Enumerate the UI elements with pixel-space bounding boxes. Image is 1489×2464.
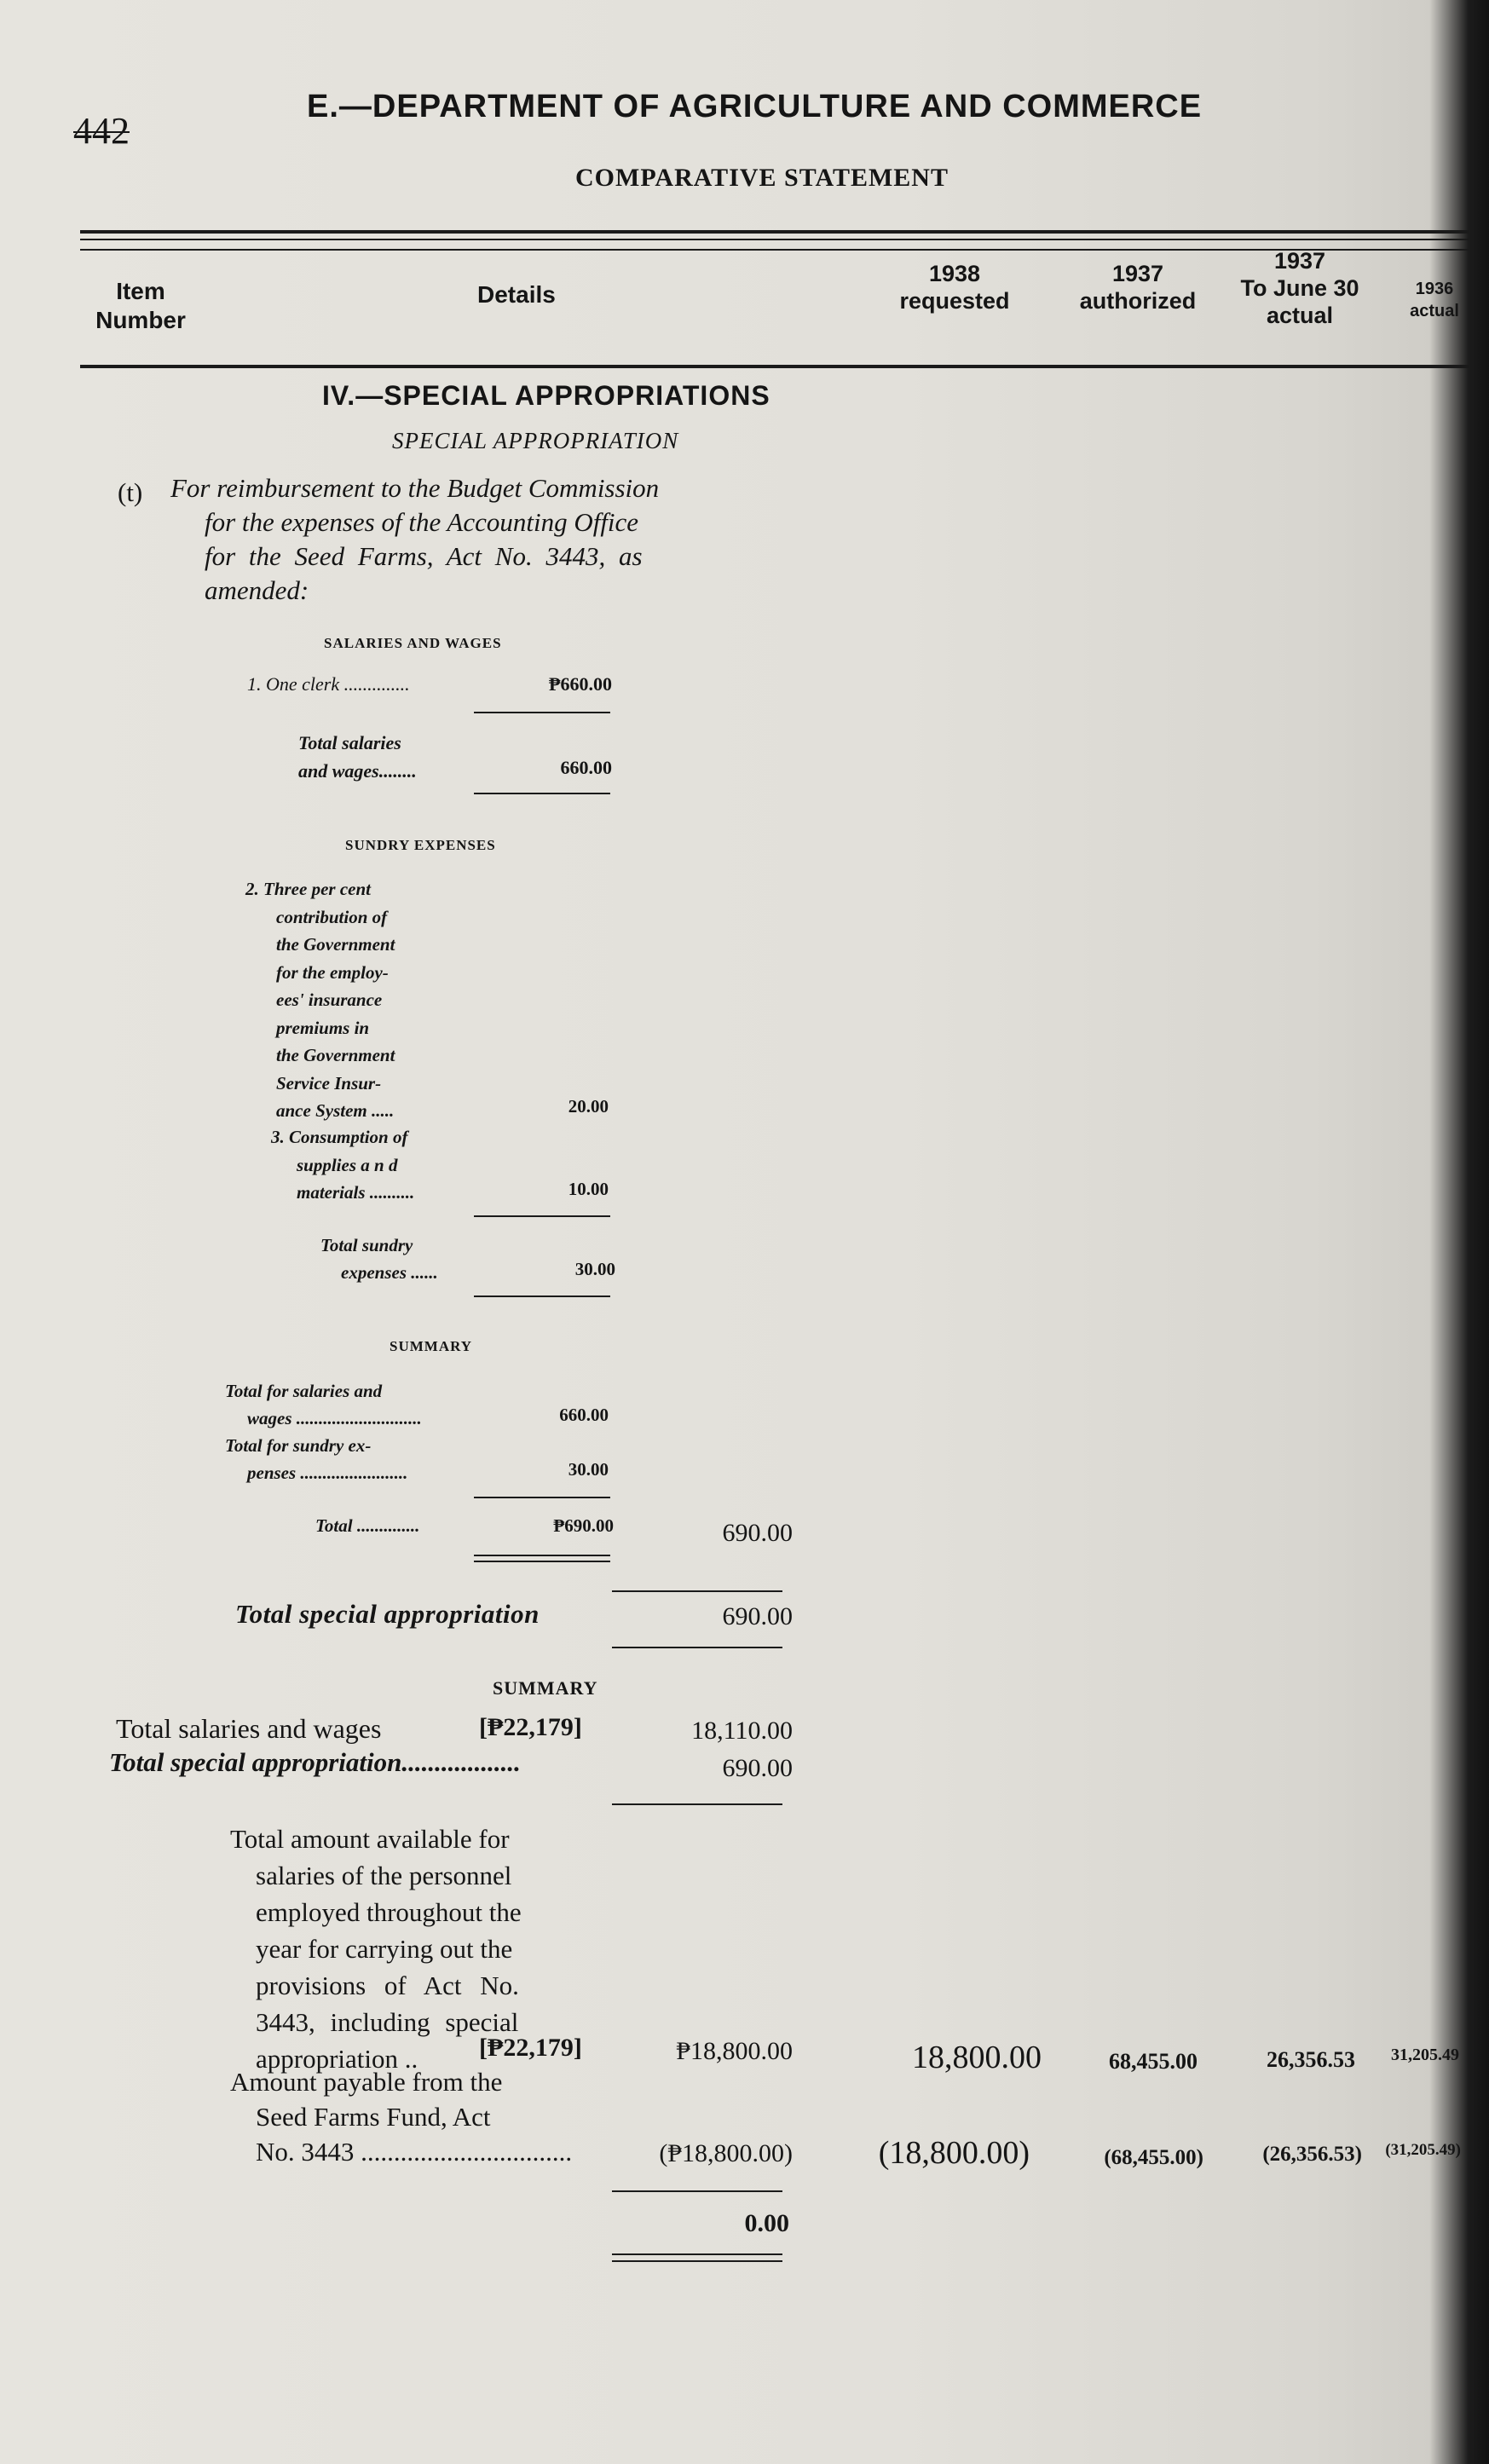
sundry-item2-line: Service Insur- [276, 1072, 382, 1094]
column-header-item-number-line2: Number [95, 307, 186, 333]
column-header-1937b-label2: actual [1266, 303, 1334, 328]
available-line: salaries of the personnel [256, 1861, 512, 1890]
inner-summary-heading: SUMMARY [390, 1338, 473, 1354]
header-rule-top [80, 230, 1469, 234]
available-bracket: [₱22,179] [479, 2034, 582, 2062]
salaries-total-rule [474, 793, 610, 794]
column-header-1937a-label: authorized [1079, 288, 1197, 314]
final-top-rule [612, 2190, 782, 2192]
summary-special-value: 690.00 [722, 1754, 793, 1782]
sundry-item3-line: 3. Consumption of [271, 1127, 408, 1147]
inner-summary-line1-text: wages ............................ [247, 1408, 422, 1428]
salaries-total-label [298, 729, 417, 785]
item-t-line: amended: [205, 575, 309, 605]
inner-summary-total-value: ₱690.00 [553, 1515, 614, 1536]
payable-line: Amount payable from the [230, 2067, 503, 2097]
column-header-1937b-year: 1937 [1273, 248, 1326, 274]
inner-summary-line2 [225, 1432, 407, 1486]
column-header-1936 [1405, 278, 1464, 322]
inner-summary-double-rule-1 [474, 1555, 610, 1556]
inner-summary-rule [474, 1497, 610, 1498]
sundry-item2-line: premiums in [276, 1017, 370, 1038]
column-header-item-number [85, 277, 196, 335]
department-heading: E.—DEPARTMENT OF AGRICULTURE AND COMMERCE [307, 89, 1203, 124]
inner-summary-line1-value: 660.00 [559, 1405, 609, 1425]
inner-summary-line2-text: penses ........................ [247, 1463, 408, 1483]
column-header-1936-label: actual [1410, 302, 1459, 320]
available-value: ₱18,800.00 [676, 2037, 793, 2065]
item-t-label: (t) [118, 477, 143, 507]
header-rule-bottom [80, 365, 1469, 368]
item-t-line: for the Seed Farms, Act No. 3443, as [205, 541, 643, 571]
payable-1937-authorized: (68,455.00) [1104, 2146, 1203, 2169]
subsection-heading: SPECIAL APPROPRIATION [392, 428, 679, 453]
inner-summary-double-rule-2 [474, 1561, 610, 1562]
column-header-1938-label: requested [899, 288, 1010, 314]
sundry-total-label-line: expenses ...... [341, 1262, 438, 1283]
salaries-total-label-line: and wages........ [298, 760, 417, 782]
inner-summary-total-column: 690.00 [722, 1519, 793, 1547]
sundry-total-value: 30.00 [574, 1259, 615, 1279]
available-line: provisions of Act No. [256, 1971, 519, 2000]
payable-1937-actual: (26,356.53) [1262, 2143, 1362, 2166]
available-description [230, 1821, 522, 2077]
sundry-item3-value: 10.00 [568, 1179, 609, 1199]
available-1937-actual: 26,356.53 [1267, 2047, 1355, 2072]
sundry-item2-line: 2. Three per cent [245, 879, 371, 899]
summary-salaries-value: 18,110.00 [691, 1717, 793, 1745]
payable-line: No. 3443 ................................ [256, 2137, 573, 2167]
column-header-1937-actual [1227, 247, 1372, 329]
sundry-item2-value: 20.00 [568, 1096, 609, 1117]
sundry-item2-line: contribution of [276, 906, 388, 927]
summary-rule [612, 1803, 782, 1805]
column-header-1937a-year: 1937 [1111, 261, 1164, 286]
summary-special-label: Total special appropriation.................. [109, 1747, 521, 1777]
payable-value: (₱18,800.00) [659, 2139, 793, 2167]
salaries-item1-value: ₱660.00 [549, 673, 612, 695]
payable-1936: (31,205.49) [1385, 2141, 1461, 2159]
summary-salaries-bracket: [₱22,179] [479, 1713, 582, 1741]
sundry-item2-label [245, 875, 395, 1125]
inner-summary-line1-text: Total for salaries and [225, 1381, 383, 1401]
item-t-line: For reimbursement to the Budget Commission [170, 473, 660, 503]
available-line: year for carrying out the [256, 1934, 513, 1964]
sundry-item2-line: the Government [276, 1045, 395, 1065]
summary-salaries-label: Total salaries and wages [116, 1713, 382, 1744]
inner-summary-line1 [225, 1377, 422, 1432]
sundry-item3-line: materials .......... [297, 1182, 415, 1203]
payable-1938: (18,800.00) [878, 2135, 1030, 2171]
salaries-total-value: 660.00 [560, 757, 612, 778]
sundry-rule [474, 1215, 610, 1217]
inner-summary-line2-value: 30.00 [568, 1459, 609, 1480]
salaries-rule [474, 712, 610, 713]
sundry-item2-line: ees' insurance [276, 990, 383, 1010]
page-number: 442 [73, 110, 130, 152]
sundry-heading: SUNDRY EXPENSES [345, 837, 496, 853]
section-heading: IV.—SPECIAL APPROPRIATIONS [322, 380, 770, 411]
column-header-1937-authorized [1061, 260, 1215, 314]
column-header-1938-year: 1938 [928, 261, 981, 286]
column-header-1936-year: 1936 [1415, 280, 1454, 298]
available-1937-authorized: 68,455.00 [1109, 2049, 1198, 2074]
sundry-item2-line: ance System ..... [276, 1100, 395, 1121]
column-header-1938 [886, 260, 1023, 314]
item-t-description [170, 471, 659, 608]
salaries-heading: SALARIES AND WAGES [324, 635, 502, 651]
item-t-line: for the expenses of the Accounting Office [205, 507, 639, 537]
sundry-item3-line: supplies a n d [297, 1154, 398, 1175]
sundry-item3-label [271, 1123, 414, 1207]
column-header-1937b-label: To June 30 [1240, 275, 1359, 301]
sundry-item2-line: for the employ- [276, 961, 389, 983]
available-line: 3443, including special [256, 2007, 519, 2037]
available-line: employed throughout the [256, 1897, 522, 1927]
summary-heading: SUMMARY [493, 1677, 598, 1699]
available-line: Total amount available for [230, 1824, 510, 1854]
salaries-total-label-line: Total salaries [298, 732, 401, 753]
column-header-item-number-line1: Item [116, 278, 165, 304]
salaries-item1-label: 1. One clerk .............. [247, 673, 410, 695]
sundry-total-label [320, 1232, 438, 1286]
final-total: 0.00 [744, 2209, 789, 2237]
inner-summary-total-label: Total .............. [315, 1515, 420, 1536]
available-1938: 18,800.00 [912, 2040, 1042, 2075]
sundry-total-label-line: Total sundry [320, 1235, 413, 1255]
final-double-rule-2 [612, 2260, 782, 2262]
total-special-label: Total special appropriation [235, 1599, 540, 1629]
sundry-item2-line: the Government [276, 934, 395, 955]
sundry-total-rule [474, 1295, 610, 1297]
payable-description [230, 2064, 572, 2169]
column-header-details: Details [477, 281, 556, 308]
total-special-value: 690.00 [722, 1602, 793, 1630]
special-bottom-rule [612, 1647, 782, 1648]
final-double-rule-1 [612, 2253, 782, 2255]
header-rule-top-2 [80, 239, 1469, 240]
available-1936: 31,205.49 [1391, 2046, 1459, 2064]
payable-line: Seed Farms Fund, Act [256, 2102, 491, 2132]
available-line: appropriation .. [256, 2044, 418, 2074]
statement-title: COMPARATIVE STATEMENT [575, 164, 949, 192]
inner-summary-line2-text: Total for sundry ex- [225, 1435, 372, 1456]
special-top-rule [612, 1590, 782, 1592]
